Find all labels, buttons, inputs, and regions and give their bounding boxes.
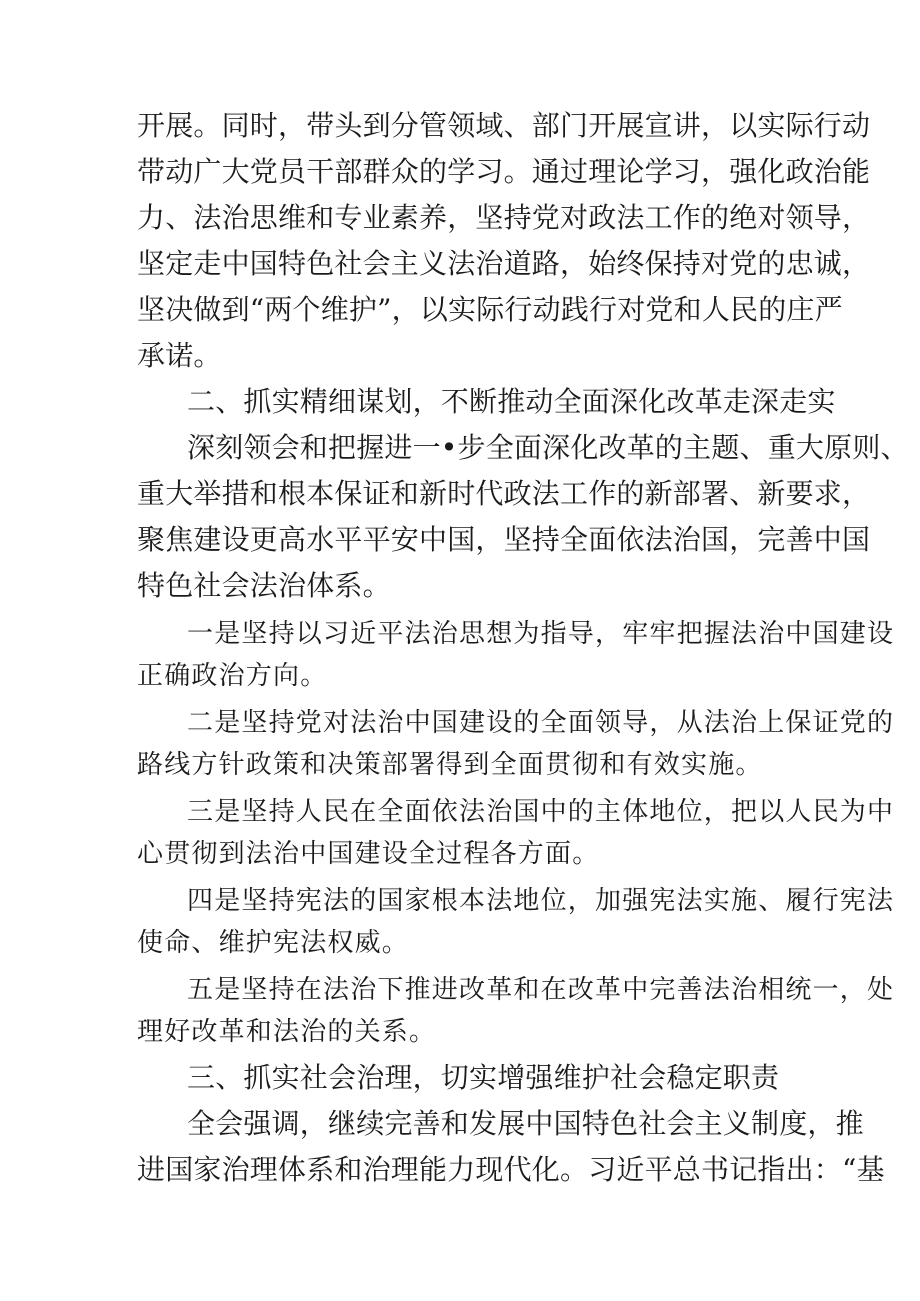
paragraph-line: 重大举措和根本保证和新时代政法工作的新部署、新要求， xyxy=(137,477,871,510)
section-heading: 三、抓实社会治理，切实增强维护社会稳定职责 xyxy=(187,1061,780,1094)
list-item-line: 二是坚持党对法治中国建设的全面领导，从法治上保证党的 xyxy=(187,708,895,738)
paragraph-line: 力、法治思维和专业素养，坚持党对政法工作的绝对领导， xyxy=(137,201,871,234)
list-item-line: 理好改革和法治的关系。 xyxy=(137,1017,437,1047)
paragraph-line: 承诺。 xyxy=(137,339,222,372)
list-item-line: 使命、维护宪法权威。 xyxy=(137,928,410,958)
paragraph-line: 聚焦建设更高水平平安中国，坚持全面依法治国，完善中国 xyxy=(137,523,871,556)
paragraph-line: 坚定走中国特色社会主义法治道路，始终保持对党的忠诚， xyxy=(137,247,871,280)
list-item-line: 心贯彻到法治中国建设全过程各方面。 xyxy=(137,839,600,869)
paragraph-line: 开展。同时，带头到分管领域、部门开展宣讲，以实际行动 xyxy=(137,109,871,142)
list-item-line: 三是坚持人民在全面依法治国中的主体地位，把以人民为中 xyxy=(187,797,895,827)
paragraph-line: 坚决做到“两个维护”，以实际行动践行对党和人民的庄严 xyxy=(137,293,843,326)
list-item-line: 一是坚持以习近平法治思想为指导，牢牢把握法治中国建设 xyxy=(187,619,895,649)
list-item-line: 五是坚持在法治下推进改革和在改革中完善法治相统一，处 xyxy=(187,975,895,1005)
paragraph-line: 特色社会法治体系。 xyxy=(137,569,391,602)
paragraph-line: 进国家治理体系和治理能力现代化。习近平总书记指出：“基 xyxy=(137,1153,885,1186)
list-item-line: 路线方针政策和决策部署得到全面贯彻和有效实施。 xyxy=(137,750,763,780)
paragraph-line: 全会强调，继续完善和发展中国特色社会主义制度，推 xyxy=(187,1107,864,1140)
paragraph-line: 深刻领会和把握进一•步全面深化改革的主题、重大原则、 xyxy=(187,431,909,464)
list-item-line: 四是坚持宪法的国家根本法地位，加强宪法实施、履行宪法 xyxy=(187,886,895,916)
list-item-line: 正确政治方向。 xyxy=(137,661,328,691)
paragraph-line: 带动广大党员干部群众的学习。通过理论学习，强化政治能 xyxy=(137,155,871,188)
section-heading: 二、抓实精细谋划，不断推动全面深化改革走深走实 xyxy=(187,385,836,418)
